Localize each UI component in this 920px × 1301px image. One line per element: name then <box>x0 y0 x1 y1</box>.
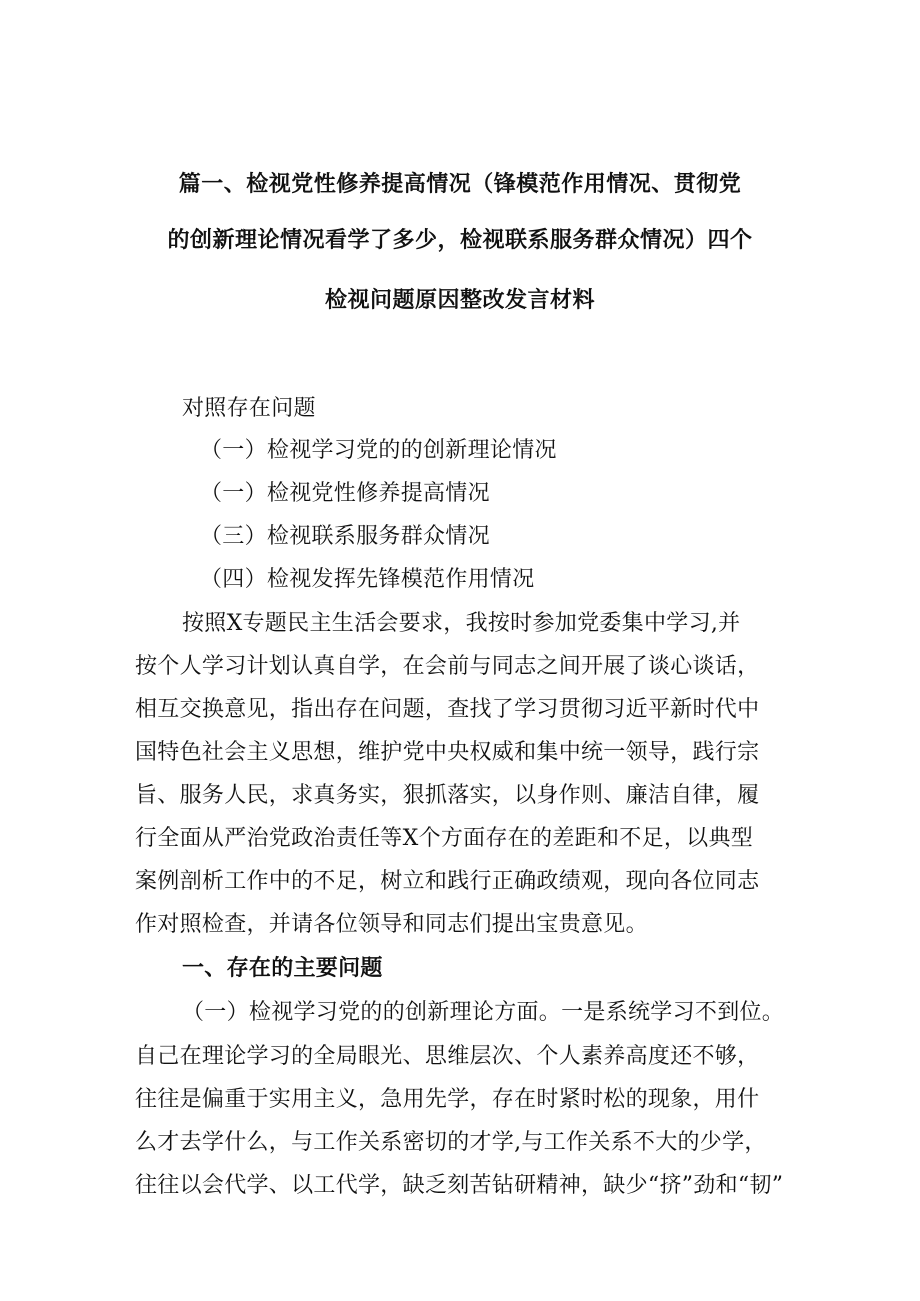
outline-item: （一）检视学习党的的创新理论情况 <box>200 438 557 463</box>
intro-paragraph-line: 旨、服务人民，求真务实，狠抓落实，以身作则、廉洁自律，履 <box>135 783 760 808</box>
section-paragraph-line: 自己在理论学习的全局眼光、思维层次、个人素养高度还不够， <box>135 1044 760 1069</box>
outline-item: （一）检视党性修养提高情况 <box>200 481 490 506</box>
section-heading: 一、存在的主要问题 <box>182 956 383 981</box>
intro-paragraph-line: 按个人学习计划认真自学，在会前与同志之间开展了谈心谈话， <box>135 654 760 679</box>
outline-heading: 对照存在问题 <box>182 396 316 421</box>
intro-paragraph-line: 行全面从严治党政治责任等X个方面存在的差距和不足，以典型 <box>135 826 754 851</box>
section-paragraph-line: 往往是偏重于实用主义，急用先学，存在时紧时松的现象，用什 <box>135 1087 760 1112</box>
document-title-line-3: 检视问题原因整改发言材料 <box>324 288 595 313</box>
intro-paragraph-line: 按照X专题民主生活会要求，我按时参加党委集中学习,并 <box>182 611 741 636</box>
document-title-line-2: 的创新理论情况看学了多少，检视联系服务群众情况）四个 <box>167 228 753 253</box>
section-paragraph-line: 么才去学什么，与工作关系密切的才学,与工作关系不大的少学， <box>135 1130 767 1155</box>
section-paragraph-line: 往往以会代学、以工代学，缺乏刻苦钻研精神，缺少“挤”劲和“韧” <box>135 1173 784 1198</box>
intro-paragraph-line: 相互交换意见，指出存在问题，查找了学习贯彻习近平新时代中 <box>135 697 760 722</box>
outline-item: （四）检视发挥先锋模范作用情况 <box>200 567 535 592</box>
document-title-line-1: 篇一、检视党性修养提高情况（锋模范作用情况、贯彻党 <box>178 172 742 197</box>
outline-item: （三）检视联系服务群众情况 <box>200 524 490 549</box>
section-paragraph-line: （一）检视学习党的的创新理论方面。一是系统学习不到位。 <box>182 1000 785 1025</box>
intro-paragraph-line: 案例剖析工作中的不足，树立和践行正确政绩观，现向各位同志 <box>135 869 760 894</box>
intro-paragraph-line: 作对照检查，并请各位领导和同志们提出宝贵意见。 <box>135 912 648 937</box>
intro-paragraph-line: 国特色社会主义思想，维护党中央权威和集中统一领导，践行宗 <box>135 740 760 765</box>
